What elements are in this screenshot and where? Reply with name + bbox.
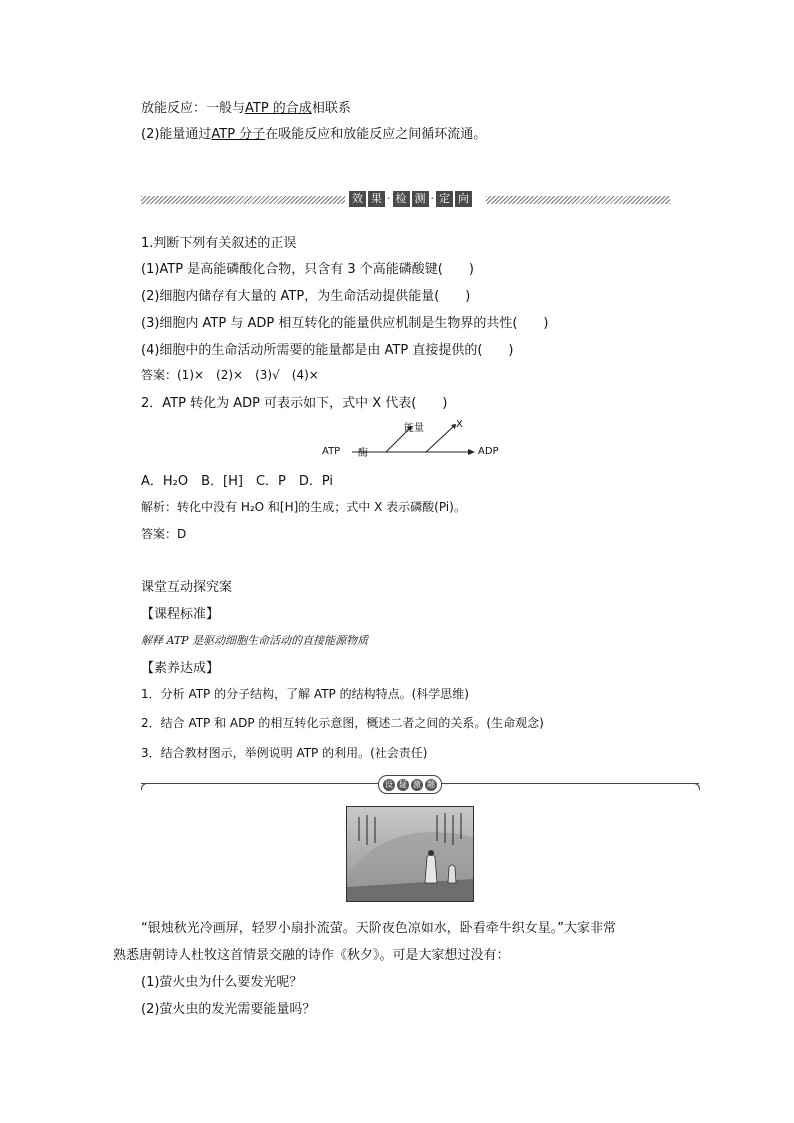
- exergonic-suffix: 相联系: [311, 101, 351, 116]
- q2-options: A．H₂O B．[H] C．P D．Pi: [141, 474, 334, 489]
- autumn-night-painting: [346, 806, 474, 902]
- curriculum-standard-text: 解释 ATP 是驱动细胞生命活动的直接能源物质: [141, 634, 369, 647]
- diagram-enzyme-label: 酶: [358, 448, 368, 459]
- poem-question-2: (2)萤火虫的发光需要能量吗？: [141, 1002, 316, 1017]
- intro-banner-char: 疑: [399, 779, 407, 789]
- energy-cycle-suffix: 在吸能反应和放能反应之间循环流通。: [265, 127, 487, 142]
- poem-paragraph-line2: 熟悉唐朝诗人杜牧这首情景交融的诗作《秋夕》。可是大家想过没有：: [113, 948, 510, 963]
- exergonic-prefix: 放能反应：一般与: [141, 101, 246, 116]
- x-branch: [426, 426, 454, 452]
- banner-char: 定: [436, 191, 453, 207]
- q1-item: (4)细胞中的生命活动所需要的能量都是由 ATP 直接提供的( ): [141, 343, 514, 358]
- literacy-item: 3．结合教材图示，举例说明 ATP 的利用。(社会责任): [141, 746, 428, 760]
- literacy-label: 【素养达成】: [141, 661, 220, 676]
- intro-banner-line-end-right: [691, 783, 700, 790]
- intro-banner-line-end-left: [141, 783, 150, 790]
- q2-title: 2．ATP 转化为 ADP 可表示如下，式中 X 代表( ): [141, 396, 448, 411]
- reaction-arrowhead: [468, 449, 475, 455]
- literacy-item: 2．结合 ATP 和 ADP 的相互转化示意图，概述二者之间的关系。(生命观念): [141, 716, 544, 730]
- banner-dot: ·: [387, 192, 391, 205]
- banner-dot: ·: [430, 192, 434, 205]
- painting-artwork: [347, 807, 473, 901]
- painting-figure: [425, 854, 437, 883]
- banner-hatch-right: [486, 196, 670, 204]
- banner-char: 向: [455, 191, 472, 207]
- q1-item: (2)细胞内储存有大量的 ATP，为生命活动提供能量( ): [141, 289, 471, 304]
- section-banner-effect-test: [349, 191, 472, 207]
- poem-paragraph-line1: “银烛秋光冷画屏，轻罗小扇扑流萤。天阶夜色凉如水，卧看牵牛织女星。”大家非常: [141, 921, 616, 936]
- q1-item: (1)ATP 是高能磷酸化合物，只含有 3 个高能磷酸键( ): [141, 262, 474, 277]
- diagram-energy-label: 能量: [404, 423, 424, 434]
- energy-cycle-line: [141, 123, 486, 142]
- atp-synthesis-underlined: ATP 的合成: [245, 101, 312, 116]
- painting-figure-2: [448, 865, 456, 883]
- atp-molecule-underlined: ATP 分子: [211, 127, 266, 142]
- diagram-x-label: X: [456, 419, 463, 430]
- painting-figure-head: [428, 850, 434, 856]
- banner-hatch-left: [141, 196, 345, 204]
- literacy-item: 1．分析 ATP 的分子结构，了解 ATP 的结构特点。(科学思维): [141, 687, 469, 701]
- q2-answer: 答案：D: [141, 527, 187, 541]
- intro-banner-char: 激: [413, 779, 421, 789]
- banner-char: 果: [368, 191, 385, 207]
- q1-item: (3)细胞内 ATP 与 ADP 相互转化的能量供应机制是生物界的共性( ): [141, 316, 549, 331]
- diagram-atp-label: ATP: [322, 446, 341, 457]
- q1-title: 1.判断下列有关叙述的正误: [141, 236, 297, 251]
- banner-char: 测: [412, 191, 429, 207]
- intro-banner-char: 趣: [427, 779, 435, 789]
- lesson-heading: 课堂互动探究案: [141, 580, 233, 595]
- intro-banner-tag: [378, 775, 442, 794]
- curriculum-standard-label: 【课程标准】: [141, 607, 220, 622]
- q2-analysis: 解析：转化中没有 H₂O 和[H]的生成；式中 X 表示磷酸(Pi)。: [141, 500, 466, 514]
- energy-cycle-prefix: (2)能量通过: [141, 127, 212, 142]
- banner-char: 效: [349, 191, 366, 207]
- banner-char: 检: [393, 191, 410, 207]
- poem-question-1: (1)萤火虫为什么要发光呢？: [141, 975, 303, 990]
- q1-answer: 答案：(1)× (2)× (3)√ (4)×: [141, 368, 319, 382]
- exergonic-line: [141, 97, 351, 116]
- diagram-adp-label: ADP: [478, 446, 499, 457]
- intro-banner-char: 设: [385, 779, 393, 789]
